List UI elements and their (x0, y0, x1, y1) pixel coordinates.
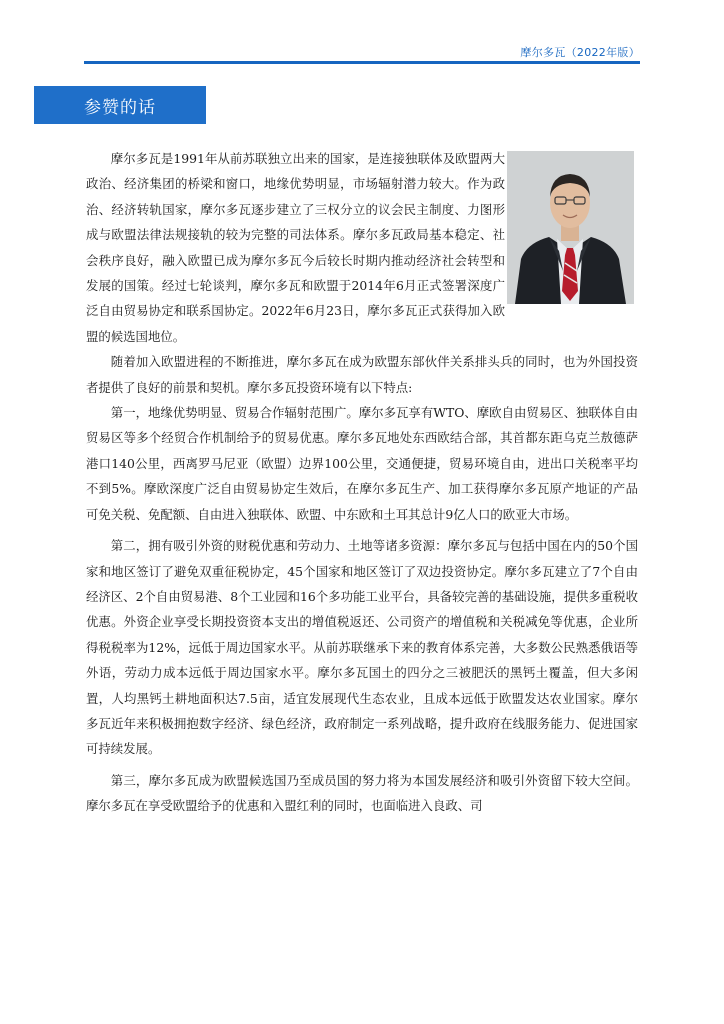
paragraph-intro: 摩尔多瓦是1991年从前苏联独立出来的国家，是连接独联体及欧盟两大政治、经济集团的桥梁和窗口，地缘优势明显，市场辐射潜力较大。作为政治、经济转轨国家，摩尔多瓦逐步建立了三权分立的议会民主制度、力图形成与欧盟法律法规接轨的较为完整的司法体系。摩尔多瓦政局基本稳定、社会秩序良好，融入欧盟已成为摩尔多瓦今后较长时期内推动经济社会转型和发展的国策。经过七轮谈判，摩尔多瓦和欧盟于2014年6月正式签署深度广泛自由贸易协定和联系国协定。2022年6月23日，摩尔多瓦正式获得加入欧盟的候选国地位。 (86, 151, 505, 344)
paragraph-outlook: 随着加入欧盟进程的不断推进，摩尔多瓦在成为欧盟东部伙伴关系排头兵的同时，也为外国投资者提供了良好的前景和契机。摩尔多瓦投资环境有以下特点: (86, 354, 638, 395)
running-header: 摩尔多瓦（2022年版） (520, 46, 640, 59)
paragraph-point-3: 第三，摩尔多瓦成为欧盟候选国乃至成员国的努力将为本国发展经济和吸引外资留下较大空间。摩尔多瓦在享受欧盟给予的优惠和入盟红利的同时，也面临进入良政、司 (86, 772, 638, 814)
section-title: 参赞的话 (34, 86, 206, 124)
paragraph-point-2: 第二，拥有吸引外资的财税优惠和劳动力、土地等诸多资源：摩尔多瓦与包括中国在内的50个国家和地区签订了避免双重征税协定，45个国家和地区签订了双边投资协定。摩尔多瓦建立了7个自由经济区、2个自由贸易港、8个工业园和16个多功能工业平台，具备较完善的基础设施，提供多重税收优惠。外资企业享受长期投资资本支出的增值税返还、公司资产的增值税和关税减免等优惠，企业所得税税率为12%，远低于周边国家水平。从前苏联继承下来的教育体系完善，大多数公民熟悉俄语等外语，劳动力成本远低于周边国家水平。摩尔多瓦国土的四分之三被肥沃的黑钙土覆盖，但大多闲置，人均黑钙土耕地面积达7.5亩，适宜发展现代生态农业，且成本远低于欧盟发达农业国家。摩尔多瓦近年来积极拥抱数字经济、绿色经济，政府制定一系列战略，提升政府在线服务能力、促进国家可持续发展。 (86, 538, 638, 757)
paragraph-point-1: 第一，地缘优势明显、贸易合作辐射范围广。摩尔多瓦享有WTO、摩欧自由贸易区、独联体自由贸易区等多个经贸合作机制给予的贸易优惠。摩尔多瓦地处东西欧结合部，其首都东距乌克兰敖德萨港口140公里，西离罗马尼亚（欧盟）边界100公里，交通便捷，贸易环境自由，进出口关税率平均不到5%。摩欧深度广泛自由贸易协定生效后，在摩尔多瓦生产、加工获得摩尔多瓦原产地证的产品可免关税、免配额、自由进入独联体、欧盟、中东欧和土耳其总计9亿人口的欧亚大市场。 (86, 405, 638, 522)
photo-spacer (505, 146, 638, 306)
header-rule (84, 61, 640, 64)
article-body (86, 146, 638, 819)
